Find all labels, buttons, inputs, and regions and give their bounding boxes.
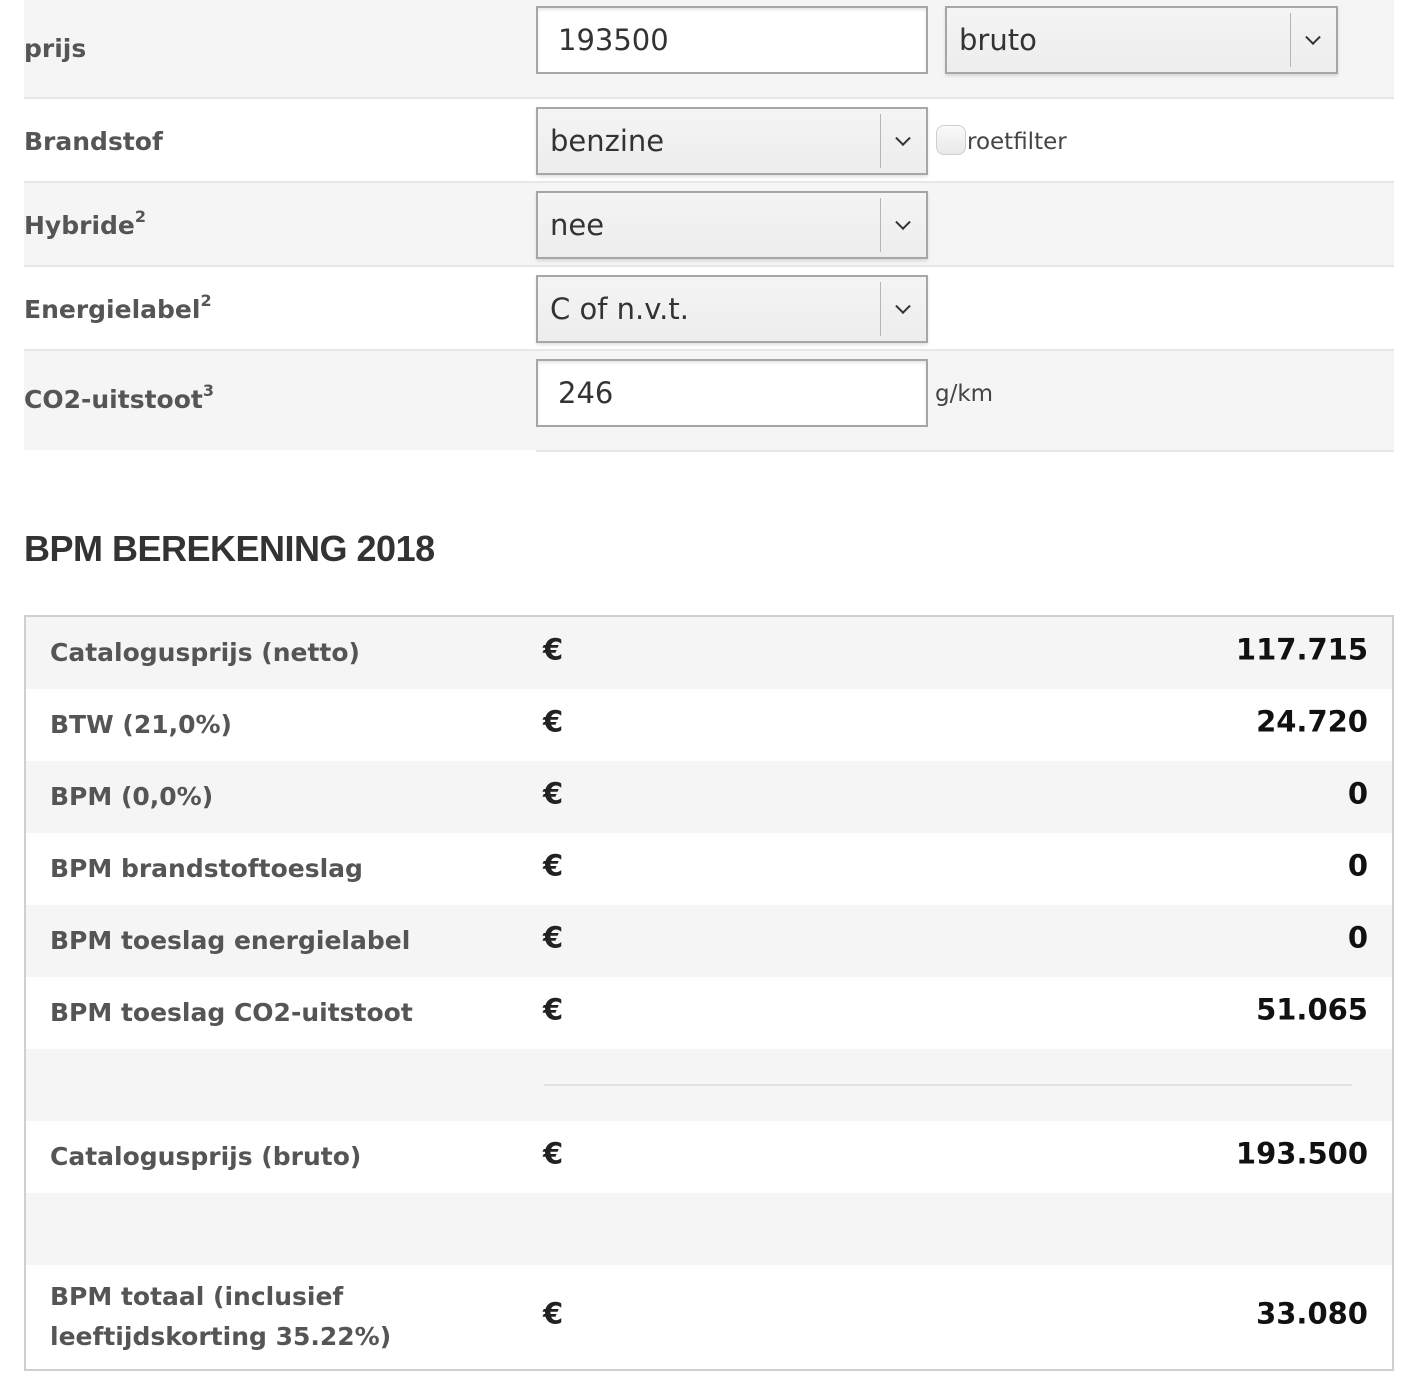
energy-label — [24, 291, 212, 324]
euro-sign: € — [543, 776, 564, 811]
fuel-select[interactable] — [536, 107, 928, 175]
price-input[interactable] — [536, 6, 928, 74]
row-value: 0 — [1347, 776, 1368, 811]
gross-price-label: Catalogusprijs (bruto) — [50, 1142, 362, 1171]
row-label: BPM toeslag CO2-uitstoot — [50, 998, 413, 1027]
hybrid-label — [24, 207, 147, 240]
table-row — [26, 977, 1392, 1049]
hybrid-value: nee — [550, 208, 605, 242]
vehicle-form — [24, 0, 1394, 450]
row-label: Catalogusprijs (netto) — [50, 638, 360, 667]
gross-price-value: 193.500 — [1235, 1136, 1368, 1171]
co2-label-text: CO2-uitstoot — [24, 385, 203, 414]
price-type-select[interactable] — [945, 6, 1338, 74]
co2-row — [24, 351, 1394, 450]
fuel-label: Brandstof — [24, 127, 163, 156]
bpm-result-table — [24, 615, 1394, 1371]
bpm-total-value: 33.080 — [1256, 1296, 1368, 1331]
chevron-down-icon — [895, 298, 911, 314]
table-row — [26, 833, 1392, 905]
row-label: BPM (0,0%) — [50, 782, 214, 811]
energy-label-text: Energielabel — [24, 295, 201, 324]
euro-sign: € — [543, 848, 564, 883]
hybrid-arrow — [880, 193, 926, 257]
separator-row — [26, 1049, 1392, 1121]
price-label: prijs — [24, 34, 87, 63]
euro-sign: € — [543, 920, 564, 955]
hybrid-row — [24, 183, 1394, 267]
chevron-down-icon — [895, 214, 911, 230]
bpm-total-row — [26, 1265, 1392, 1369]
gross-price-row — [26, 1121, 1392, 1193]
row-value: 24.720 — [1256, 704, 1368, 739]
row-value: 117.715 — [1235, 632, 1368, 667]
row-label: BTW (21,0%) — [50, 710, 232, 739]
price-row — [24, 0, 1394, 99]
fuel-arrow — [880, 109, 926, 173]
row-value: 0 — [1347, 848, 1368, 883]
row-label: BPM toeslag energielabel — [50, 926, 411, 955]
spacer-row — [26, 1193, 1392, 1265]
row-value: 51.065 — [1256, 992, 1368, 1027]
energy-value: C of n.v.t. — [550, 292, 689, 326]
euro-sign: € — [543, 632, 564, 667]
roetfilter-checkbox[interactable] — [936, 125, 966, 155]
fuel-row — [24, 99, 1394, 183]
hybrid-footnote: 2 — [134, 207, 147, 226]
table-row — [26, 689, 1392, 761]
bpm-total-label: BPM totaal (inclusief leeftijdskorting 35.22%) — [50, 1282, 392, 1351]
co2-unit: g/km — [935, 381, 994, 407]
row-value: 0 — [1347, 920, 1368, 955]
roetfilter-label: roetfilter — [967, 129, 1067, 155]
co2-footnote: 3 — [202, 381, 214, 400]
co2-label — [24, 381, 214, 414]
calculation-title: BPM BEREKENING 2018 — [24, 528, 435, 569]
table-row — [26, 761, 1392, 833]
euro-sign: € — [543, 992, 564, 1027]
fuel-value: benzine — [550, 124, 665, 158]
energy-row — [24, 267, 1394, 351]
chevron-down-icon — [895, 130, 911, 146]
co2-input[interactable] — [536, 359, 928, 427]
hybrid-label-text: Hybride — [24, 211, 135, 240]
energy-select[interactable] — [536, 275, 928, 343]
chevron-down-icon — [1305, 29, 1321, 45]
table-row — [26, 617, 1392, 689]
price-type-value: bruto — [959, 23, 1037, 57]
price-type-arrow — [1290, 8, 1336, 72]
euro-sign: € — [543, 1296, 564, 1331]
row-label: BPM brandstoftoeslag — [50, 854, 363, 883]
table-row — [26, 905, 1392, 977]
energy-footnote: 2 — [200, 291, 212, 310]
euro-sign: € — [543, 1136, 564, 1171]
hybrid-select[interactable] — [536, 191, 928, 259]
euro-sign: € — [543, 704, 564, 739]
energy-arrow — [880, 277, 926, 341]
sum-divider — [544, 1084, 1352, 1086]
